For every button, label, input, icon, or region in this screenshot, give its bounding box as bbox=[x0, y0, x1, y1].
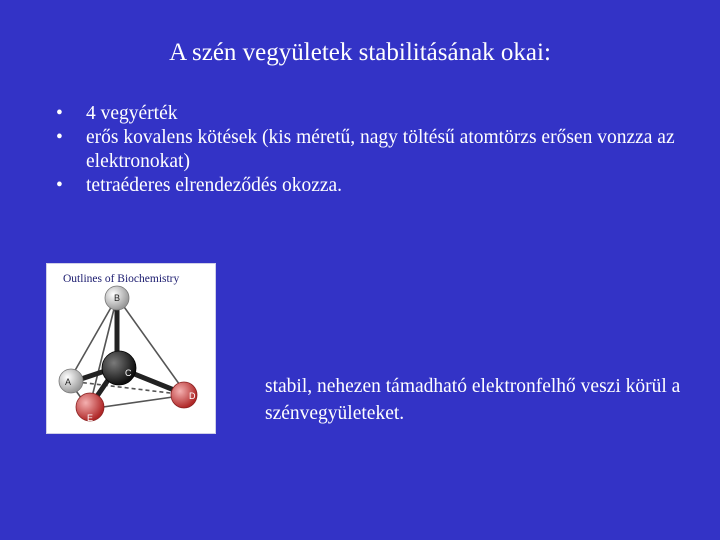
slide-title: A szén vegyületek stabilitásának okai: bbox=[169, 39, 551, 66]
atom-label-e: E bbox=[87, 413, 94, 423]
tetrahedron-edges bbox=[69, 297, 187, 409]
bullet-marker: • bbox=[56, 175, 63, 196]
bullet-text: tetraéderes elrendeződés okozza. bbox=[86, 175, 343, 196]
bullet-item bbox=[56, 126, 676, 174]
atom-label-c: C bbox=[125, 368, 132, 378]
bullet-list bbox=[56, 102, 676, 198]
tetrahedral-carbon-figure bbox=[46, 263, 216, 434]
bullet-text: erős kovalens kötések (kis méretű, nagy töltésű atomtörzs erősen vonzza az elektronokat) bbox=[86, 127, 675, 172]
tetrahedron-diagram bbox=[47, 264, 215, 433]
bullet-item bbox=[56, 102, 676, 126]
bullet-marker: • bbox=[56, 127, 63, 148]
bullet-text: 4 vegyérték bbox=[86, 103, 178, 124]
bullet-item bbox=[56, 174, 676, 198]
side-text: stabil, nehezen támadható elektronfelhő veszi körül a szénvegyületeket. bbox=[265, 376, 681, 424]
atom-label-d: D bbox=[189, 391, 196, 401]
atom-label-a: A bbox=[65, 377, 72, 387]
bullet-marker: • bbox=[56, 103, 63, 124]
atom-label-b: B bbox=[114, 293, 121, 303]
figure-caption: Outlines of Biochemistry bbox=[63, 273, 180, 285]
